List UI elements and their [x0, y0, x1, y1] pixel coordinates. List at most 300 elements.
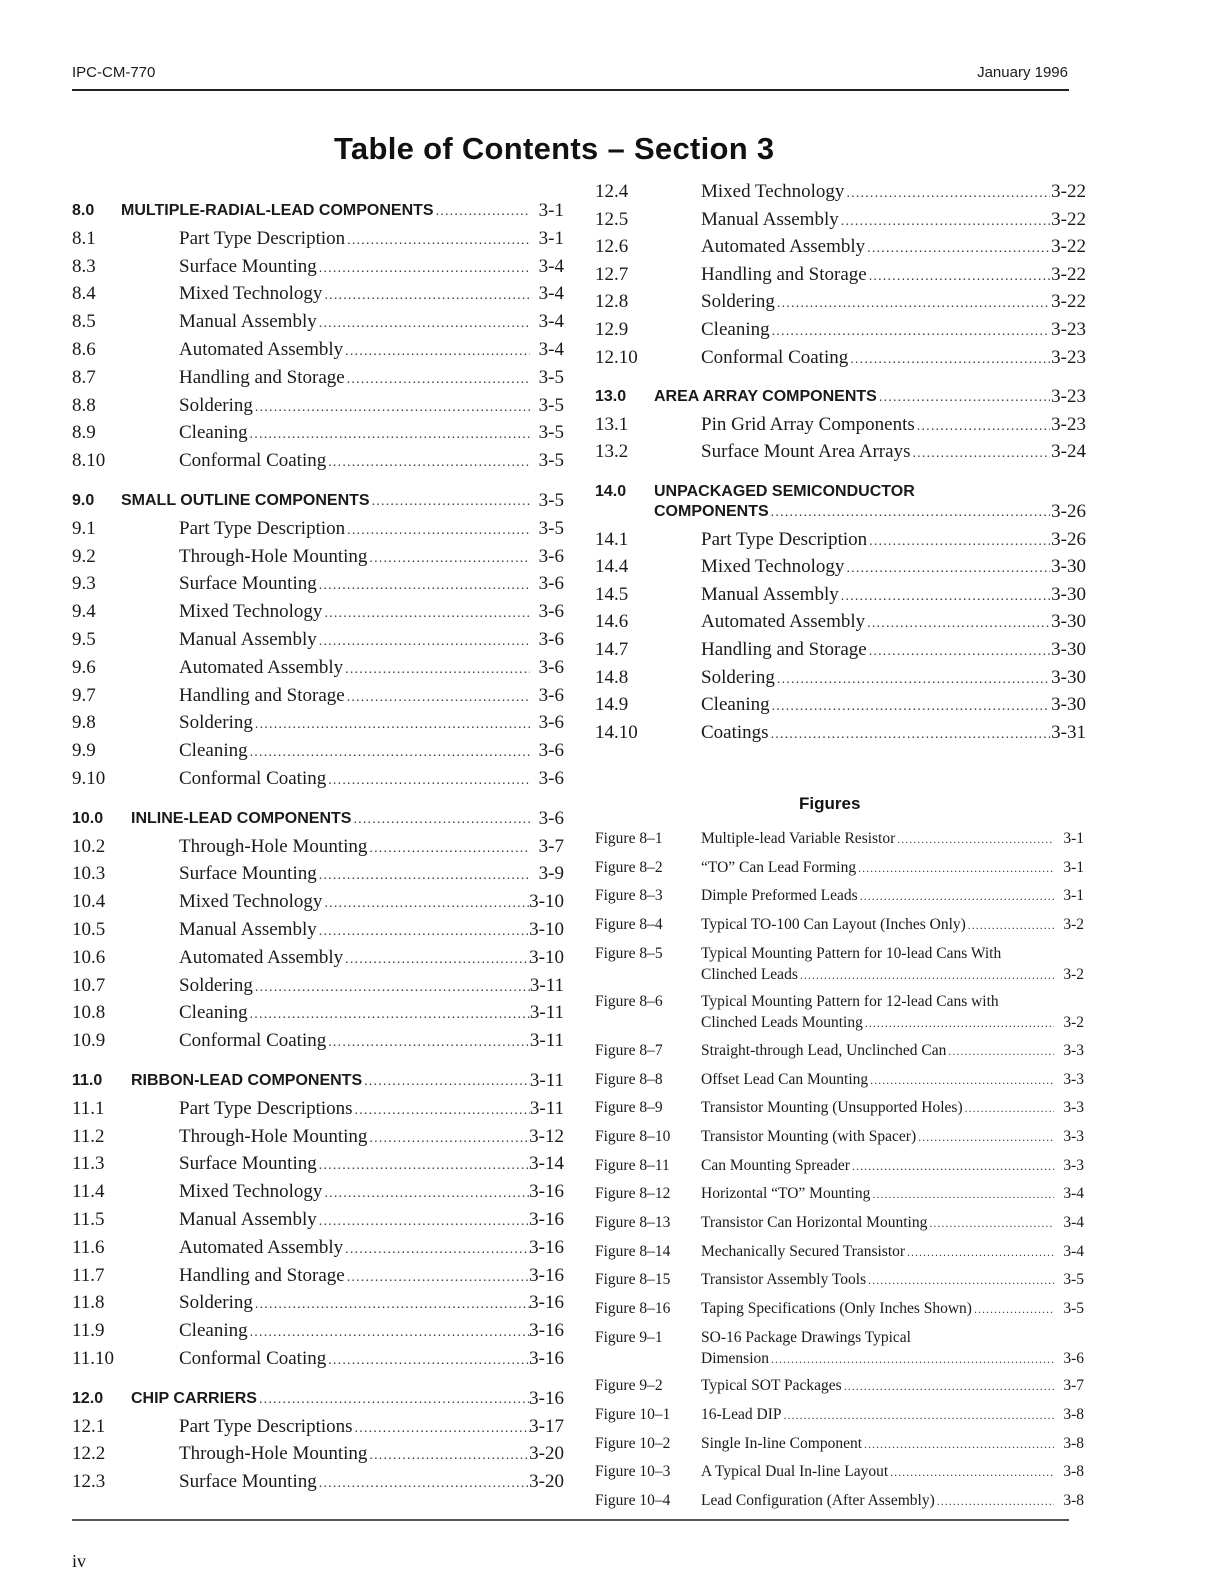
figure-title: Transistor Mounting (Unsupported Holes) — [701, 1099, 963, 1117]
section-title: RIBBON-LEAD COMPONENTS — [131, 1072, 363, 1089]
document-date: January 1996 — [977, 64, 1068, 81]
toc-entry[interactable] — [72, 710, 564, 736]
figure-title: Mechanically Secured Transistor — [701, 1242, 906, 1260]
toc-entry[interactable] — [72, 1290, 564, 1316]
section-number: 9.0 — [72, 492, 95, 509]
section-title: UNPACKAGED SEMICONDUCTOR — [654, 483, 915, 500]
figure-title: Transistor Can Horizontal Mounting — [701, 1214, 928, 1231]
leader-dots — [848, 347, 1050, 373]
leader-dots — [839, 584, 1050, 610]
leader-dots — [257, 1387, 530, 1413]
section-title: Automated Assembly — [179, 1236, 344, 1258]
section-number: 8.6 — [72, 339, 96, 360]
section-title: Conformal Coating — [179, 768, 327, 789]
section-number: 13.1 — [595, 413, 629, 435]
page-ref: 3-8 — [1063, 1492, 1084, 1510]
leader-dots — [927, 1213, 1054, 1234]
page-ref: 3-3 — [1063, 1127, 1084, 1145]
figure-entry[interactable] — [595, 1404, 1084, 1425]
leader-dots — [865, 611, 1050, 637]
page-ref: 3-30 — [1051, 639, 1086, 660]
section-title: Conformal Coating — [701, 346, 849, 368]
leader-dots — [343, 339, 530, 365]
section-number: 14.7 — [595, 639, 629, 660]
toc-entry[interactable] — [72, 420, 564, 446]
toc-entry[interactable] — [72, 1096, 564, 1122]
section-number: 11.10 — [72, 1348, 115, 1369]
toc-entry[interactable] — [72, 738, 564, 764]
page-ref: 3-4 — [538, 283, 564, 305]
section-title: Part Type Description — [701, 528, 868, 550]
figure-title: A Typical Dual In-line Layout — [701, 1463, 889, 1481]
section-title: Conformal Coating — [179, 450, 327, 472]
section-title: Soldering — [179, 394, 253, 416]
section-number: 9.2 — [72, 545, 96, 567]
section-title: Coatings — [701, 721, 769, 743]
page-ref: 3-6 — [1063, 1349, 1084, 1367]
leader-dots — [326, 768, 530, 794]
leader-dots — [870, 1184, 1054, 1205]
toc-section-heading[interactable] — [72, 198, 564, 224]
page-ref: 3-8 — [1063, 1463, 1084, 1481]
section-title: Manual Assembly — [701, 208, 839, 230]
toc-entry[interactable] — [595, 317, 1086, 343]
toc-entry[interactable] — [595, 289, 1086, 315]
figure-entry[interactable] — [595, 991, 1084, 1033]
figure-number: Figure 8–2 — [595, 858, 663, 876]
page-ref: 3-16 — [529, 1236, 564, 1258]
section-title: Pin Grid Array Components — [701, 413, 915, 435]
figure-number: Figure 8–13 — [595, 1214, 671, 1231]
leader-dots — [317, 573, 530, 599]
section-title: Conformal Coating — [179, 1030, 327, 1052]
figure-title: Dimple Preformed Leads — [701, 887, 858, 905]
page-ref: 3-8 — [1063, 1406, 1084, 1423]
page-ref: 3-1 — [538, 200, 564, 221]
page-ref: 3-10 — [529, 891, 564, 913]
toc-entry[interactable] — [72, 973, 564, 999]
section-title: Soldering — [179, 712, 253, 734]
figure-entry[interactable] — [595, 1069, 1084, 1090]
toc-entry[interactable] — [595, 262, 1086, 288]
section-title: Surface Mounting — [179, 573, 317, 595]
leader-dots — [769, 500, 1050, 526]
leader-dots — [345, 518, 530, 544]
figure-entry[interactable] — [595, 914, 1084, 935]
section-number: 11.8 — [72, 1292, 105, 1314]
figure-title: Straight-through Lead, Unclinched Can — [701, 1041, 947, 1059]
page-ref: 3-5 — [538, 517, 564, 539]
figure-title: Clinched Leads Mounting — [701, 1014, 863, 1032]
figure-number: Figure 10–1 — [595, 1406, 671, 1423]
toc-entry[interactable] — [595, 439, 1086, 465]
figure-entry[interactable] — [595, 1461, 1084, 1482]
toc-entry[interactable] — [595, 692, 1086, 718]
page-ref: 3-2 — [1063, 916, 1084, 934]
page-ref: 3-3 — [1063, 1041, 1084, 1059]
section-number: 10.5 — [72, 919, 106, 940]
page-ref: 3-17 — [529, 1415, 564, 1437]
page-ref: 3-30 — [1051, 611, 1086, 633]
figure-title: Multiple-lead Variable Resistor — [701, 830, 896, 847]
figure-number: Figure 8–1 — [595, 830, 663, 847]
leader-dots — [966, 915, 1054, 936]
toc-entry[interactable] — [595, 720, 1086, 746]
page-ref: 3-4 — [538, 339, 564, 360]
page-ref: 3-6 — [538, 573, 564, 595]
leader-dots — [856, 858, 1054, 879]
leader-dots — [248, 740, 530, 766]
toc-entry[interactable] — [72, 544, 564, 570]
leader-dots — [367, 1443, 530, 1469]
leader-dots — [844, 181, 1050, 207]
page-ref: 3-30 — [1051, 694, 1086, 716]
toc-entry[interactable] — [72, 448, 564, 474]
leader-dots — [343, 1237, 530, 1263]
toc-entry[interactable] — [72, 1414, 564, 1440]
figure-entry[interactable] — [595, 857, 1084, 878]
toc-section-heading[interactable] — [72, 1386, 564, 1412]
toc-entry[interactable] — [72, 571, 564, 597]
section-title: Manual Assembly — [179, 919, 317, 940]
page-ref: 3-4 — [538, 311, 564, 333]
figure-title: Can Mounting Spreader — [701, 1156, 850, 1174]
section-number: 12.4 — [595, 181, 629, 202]
leader-dots — [963, 1098, 1054, 1119]
section-number: 12.3 — [72, 1471, 106, 1493]
section-title: Handling and Storage — [701, 639, 867, 660]
leader-dots — [317, 256, 530, 282]
figure-title: 16-Lead DIP — [701, 1406, 782, 1423]
figure-number: Figure 8–3 — [595, 887, 663, 905]
leader-dots — [858, 886, 1054, 907]
toc-entry[interactable] — [72, 599, 564, 625]
leader-dots — [905, 1242, 1054, 1263]
leader-dots — [775, 291, 1050, 317]
section-number: 10.3 — [72, 863, 106, 885]
page-ref: 3-22 — [1051, 263, 1086, 285]
toc-entry[interactable] — [595, 665, 1086, 691]
page-title: Table of Contents – Section 3 — [334, 131, 775, 166]
page-ref: 3-20 — [529, 1443, 564, 1465]
leader-dots — [935, 1491, 1054, 1512]
toc-entry[interactable] — [595, 499, 1086, 525]
toc-entry[interactable] — [595, 637, 1086, 663]
toc-entry[interactable] — [72, 226, 564, 252]
section-title: Cleaning — [179, 740, 248, 762]
page-ref: 3-16 — [529, 1320, 564, 1342]
page-ref: 3-5 — [1063, 1300, 1084, 1318]
section-number: 8.9 — [72, 422, 96, 444]
figure-entry[interactable] — [595, 828, 1084, 849]
section-title: CHIP CARRIERS — [131, 1389, 257, 1407]
figure-entry[interactable] — [595, 1490, 1084, 1511]
toc-entry[interactable] — [72, 1346, 564, 1372]
page-ref: 3-30 — [1051, 666, 1086, 688]
section-title: Automated Assembly — [179, 946, 344, 968]
page-ref: 3-23 — [1051, 319, 1086, 340]
page-ref: 3-4 — [1063, 1214, 1084, 1231]
page-ref: 3-23 — [1051, 386, 1086, 408]
page-ref: 3-16 — [529, 1209, 564, 1230]
page-ref: 3-20 — [529, 1471, 564, 1493]
figure-number: Figure 8–9 — [595, 1099, 663, 1117]
toc-entry[interactable] — [595, 234, 1086, 260]
section-number: 8.0 — [72, 202, 95, 219]
page-ref: 3-6 — [538, 656, 564, 678]
toc-entry[interactable] — [595, 179, 1086, 205]
toc-entry[interactable] — [595, 412, 1086, 438]
figure-entry[interactable] — [595, 1433, 1084, 1454]
toc-entry[interactable] — [72, 1235, 564, 1261]
leader-dots — [322, 1181, 530, 1207]
section-number: 10.8 — [72, 1002, 106, 1024]
section-number: 12.0 — [72, 1389, 104, 1407]
figure-entry[interactable] — [595, 1298, 1084, 1319]
toc-entry[interactable] — [72, 393, 564, 419]
figure-entry[interactable] — [595, 1212, 1084, 1233]
figure-entry[interactable] — [595, 1040, 1084, 1061]
section-title: Handling and Storage — [179, 684, 345, 706]
page-ref: 3-6 — [538, 807, 564, 829]
toc-entry[interactable] — [72, 889, 564, 915]
figure-entry[interactable] — [595, 1375, 1084, 1396]
figure-entry[interactable] — [595, 1183, 1084, 1204]
leader-dots — [895, 829, 1054, 850]
section-title: Cleaning — [179, 1002, 248, 1024]
section-number: 14.1 — [595, 528, 629, 550]
page-ref: 3-16 — [529, 1387, 564, 1409]
section-number: 9.9 — [72, 740, 96, 762]
toc-entry[interactable] — [72, 1151, 564, 1177]
figure-entry[interactable] — [595, 885, 1084, 906]
figure-entry[interactable] — [595, 1097, 1084, 1118]
section-title: Part Type Description — [179, 227, 346, 249]
toc-entry[interactable] — [595, 527, 1086, 553]
section-title: Mixed Technology — [179, 601, 323, 623]
section-title: SMALL OUTLINE COMPONENTS — [121, 492, 370, 509]
page-ref: 3-12 — [529, 1125, 564, 1147]
figure-number: Figure 8–8 — [595, 1070, 663, 1088]
figure-entry[interactable] — [595, 943, 1084, 985]
toc-entry[interactable] — [72, 309, 564, 335]
toc-section-heading[interactable] — [72, 1068, 564, 1094]
leader-dots — [972, 1299, 1054, 1320]
toc-entry[interactable] — [72, 1179, 564, 1205]
section-number: 14.5 — [595, 583, 629, 605]
toc-entry[interactable] — [595, 345, 1086, 371]
section-title: INLINE-LEAD COMPONENTS — [131, 809, 352, 827]
page-ref: 3-5 — [538, 422, 564, 444]
page-ref: 3-30 — [1051, 556, 1086, 578]
toc-entry[interactable] — [595, 207, 1086, 233]
toc-section-heading[interactable] — [72, 806, 564, 832]
toc-entry[interactable] — [72, 683, 564, 709]
section-number: 8.1 — [72, 227, 96, 249]
figure-title: Typical SOT Packages — [701, 1377, 842, 1395]
section-number: 9.4 — [72, 601, 96, 623]
figure-number: Figure 8–12 — [595, 1185, 671, 1203]
figure-title: Transistor Mounting (with Spacer) — [701, 1127, 917, 1145]
page-ref: 3-24 — [1051, 441, 1086, 463]
figure-number: Figure 8–4 — [595, 916, 663, 934]
leader-dots — [867, 639, 1050, 665]
toc-entry[interactable] — [72, 1263, 564, 1289]
section-title: Cleaning — [179, 422, 248, 444]
section-number: 14.9 — [595, 694, 629, 716]
toc-entry[interactable] — [72, 337, 564, 363]
page-ref: 3-2 — [1063, 965, 1084, 983]
figure-number: Figure 8–15 — [595, 1271, 671, 1289]
section-title: Soldering — [179, 974, 253, 996]
section-title: Surface Mounting — [179, 1153, 317, 1175]
section-number: 12.8 — [595, 291, 629, 313]
leader-dots — [248, 1002, 530, 1028]
figure-entry[interactable] — [595, 1241, 1084, 1262]
section-number: 9.3 — [72, 573, 96, 595]
section-number: 10.9 — [72, 1030, 106, 1052]
leader-dots — [345, 685, 530, 711]
leader-dots — [370, 489, 530, 515]
section-title: Conformal Coating — [179, 1348, 327, 1369]
section-title: Handling and Storage — [179, 366, 345, 388]
leader-dots — [866, 1270, 1054, 1291]
section-title: Part Type Descriptions — [179, 1415, 353, 1437]
section-title: Through-Hole Mounting — [179, 1443, 368, 1465]
toc-entry[interactable] — [72, 834, 564, 860]
section-title: Mixed Technology — [701, 556, 845, 578]
leader-dots — [434, 199, 530, 225]
section-title: Part Type Descriptions — [179, 1097, 353, 1119]
figure-entry[interactable] — [595, 1126, 1084, 1147]
page-ref: 3-6 — [538, 740, 564, 762]
page-ref: 3-31 — [1051, 721, 1086, 743]
toc-entry[interactable] — [72, 627, 564, 653]
figure-entry[interactable] — [595, 1327, 1084, 1369]
section-number: 11.3 — [72, 1153, 105, 1175]
section-number: 14.0 — [595, 483, 627, 500]
section-number: 12.6 — [595, 236, 629, 258]
toc-entry[interactable] — [595, 582, 1086, 608]
toc-section-heading[interactable] — [72, 488, 564, 514]
section-number: 12.9 — [595, 319, 629, 340]
toc-entry[interactable] — [72, 917, 564, 943]
toc-entry[interactable] — [595, 609, 1086, 635]
page-ref: 3-23 — [1051, 346, 1086, 368]
section-number: 12.5 — [595, 208, 629, 230]
figure-entry[interactable] — [595, 1269, 1084, 1290]
section-title: Automated Assembly — [701, 236, 866, 258]
leader-dots — [367, 1126, 530, 1152]
figure-number: Figure 8–6 — [595, 993, 663, 1011]
toc-entry[interactable] — [72, 516, 564, 542]
page-ref: 3-16 — [529, 1264, 564, 1286]
leader-dots — [910, 441, 1050, 467]
figure-entry[interactable] — [595, 1155, 1084, 1176]
section-number: 8.5 — [72, 311, 96, 333]
toc-entry[interactable] — [72, 1207, 564, 1233]
leader-dots — [865, 236, 1050, 262]
toc-entry[interactable] — [72, 1318, 564, 1344]
toc-entry[interactable] — [72, 1469, 564, 1495]
page-ref: 3-4 — [1063, 1185, 1084, 1203]
page-ref: 3-5 — [538, 450, 564, 472]
toc-entry[interactable] — [72, 1000, 564, 1026]
toc-entry[interactable] — [72, 766, 564, 792]
page-ref: 3-6 — [538, 629, 564, 650]
leader-dots — [326, 1030, 530, 1056]
page-ref: 3-14 — [529, 1153, 564, 1175]
figure-title: Dimension — [701, 1349, 770, 1367]
section-number: 9.10 — [72, 768, 106, 789]
toc-entry[interactable] — [72, 254, 564, 280]
leader-dots — [770, 319, 1050, 345]
page-ref: 3-23 — [1051, 413, 1086, 435]
page-ref: 3-8 — [1063, 1434, 1084, 1452]
page-ref: 3-1 — [538, 227, 564, 249]
toc-entry[interactable] — [72, 655, 564, 681]
section-number: 10.7 — [72, 974, 106, 996]
page-ref: 3-30 — [1051, 583, 1086, 605]
section-number: 14.4 — [595, 556, 629, 578]
leader-dots — [850, 1156, 1054, 1177]
section-title: Handling and Storage — [701, 263, 867, 285]
leader-dots — [345, 1265, 530, 1291]
page-ref: 3-10 — [529, 946, 564, 968]
leader-dots — [916, 1127, 1054, 1148]
leader-dots — [317, 1471, 530, 1497]
page-ref: 3-5 — [538, 366, 564, 388]
leader-dots — [863, 1013, 1054, 1034]
toc-entry[interactable] — [72, 281, 564, 307]
section-number: 9.5 — [72, 629, 96, 650]
page-ref: 3-22 — [1051, 236, 1086, 258]
section-number: 14.8 — [595, 666, 629, 688]
toc-entry[interactable] — [72, 945, 564, 971]
page-ref: 3-11 — [529, 1030, 564, 1052]
page-ref: 3-26 — [1051, 528, 1086, 550]
section-number: 9.7 — [72, 684, 96, 706]
toc-section-heading[interactable] — [595, 384, 1086, 410]
toc-entry[interactable] — [595, 554, 1086, 580]
leader-dots — [317, 1153, 530, 1179]
section-title: Manual Assembly — [701, 583, 839, 605]
section-title: COMPONENTS — [654, 503, 769, 520]
section-number: 8.10 — [72, 450, 106, 472]
leader-dots — [248, 1320, 530, 1346]
toc-entry[interactable] — [72, 1441, 564, 1467]
section-title: Through-Hole Mounting — [179, 835, 368, 857]
leader-dots — [253, 712, 530, 738]
figure-title: Clinched Leads — [701, 965, 798, 983]
leader-dots — [253, 975, 530, 1001]
toc-entry[interactable] — [72, 365, 564, 391]
section-number: 12.10 — [595, 346, 638, 368]
section-title: Soldering — [701, 291, 775, 313]
page-ref: 3-22 — [1051, 181, 1086, 202]
toc-entry[interactable] — [72, 1028, 564, 1054]
leader-dots — [253, 395, 530, 421]
figure-title: “TO” Can Lead Forming — [701, 858, 857, 876]
toc-entry[interactable] — [72, 861, 564, 887]
section-number: 8.8 — [72, 394, 96, 416]
leader-dots — [946, 1041, 1054, 1062]
leader-dots — [888, 1462, 1054, 1483]
page-ref: 3-7 — [538, 835, 564, 857]
page-ref: 3-22 — [1051, 291, 1086, 313]
toc-entry[interactable] — [72, 1124, 564, 1150]
section-title: AREA ARRAY COMPONENTS — [654, 388, 877, 406]
